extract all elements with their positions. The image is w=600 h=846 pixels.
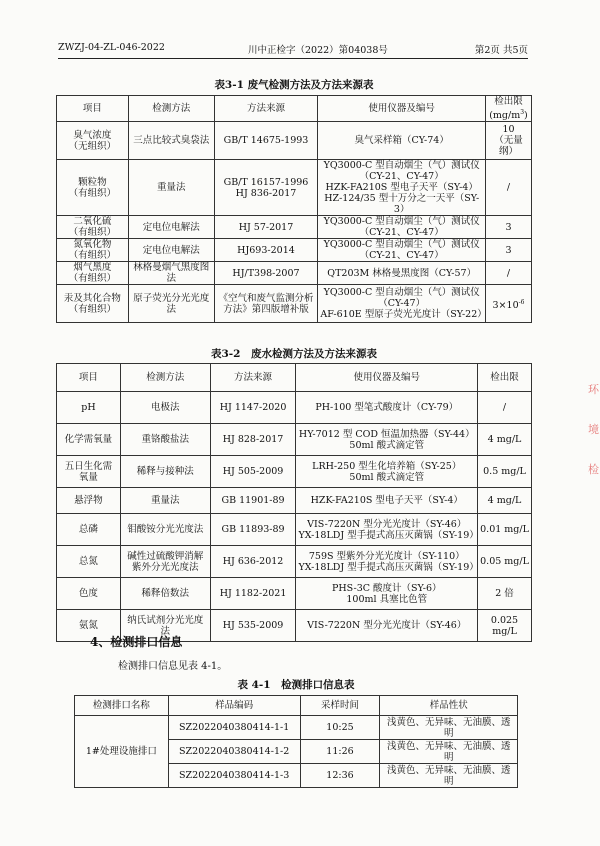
t1-method-cell: 林格曼烟气黑度图法 xyxy=(128,262,214,285)
t3-time-cell: 10:25 xyxy=(300,716,380,740)
table2-caption: 表3-2 废水检测方法及方法来源表 xyxy=(211,348,377,360)
section4-title: 4、检测排口信息 xyxy=(90,635,183,649)
table-row xyxy=(57,239,532,262)
page-header xyxy=(58,42,528,58)
t2-item-cell: 总氮 xyxy=(57,546,121,578)
table-row xyxy=(57,514,532,546)
t1-item-cell: 二氧化硫 （有组织） xyxy=(57,216,129,239)
t2-source-cell: HJ 505-2009 xyxy=(210,456,296,488)
t3-code-cell: SZ2022040380414-1-2 xyxy=(168,740,300,764)
t1-method-cell: 三点比较式臭袋法 xyxy=(128,122,214,160)
table-row xyxy=(57,122,532,160)
stamp-char: 检 xyxy=(588,463,599,476)
t2-limit-cell: 4 mg/L xyxy=(478,424,532,456)
t2-method-cell: 稀释倍数法 xyxy=(120,578,210,610)
t3-desc-cell: 浅黄色、无异味、无油膜、透明 xyxy=(380,740,518,764)
t2-limit-cell: 4 mg/L xyxy=(478,488,532,514)
t1-header-item: 项目 xyxy=(57,96,129,122)
t1-limit-cell: 10 （无量纲） xyxy=(485,122,531,160)
table-row xyxy=(57,392,532,424)
table-row xyxy=(57,456,532,488)
header-divider xyxy=(58,58,528,59)
t2-limit-cell: 0.01 mg/L xyxy=(478,514,532,546)
t1-source-cell: HJ 57-2017 xyxy=(214,216,318,239)
t2-limit-cell: 0.05 mg/L xyxy=(478,546,532,578)
t2-limit-cell: 2 倍 xyxy=(478,578,532,610)
t2-limit-cell: 0.025 mg/L xyxy=(478,610,532,642)
t3-time-cell: 12:36 xyxy=(300,764,380,788)
table-row xyxy=(57,546,532,578)
t3-time-cell: 11:26 xyxy=(300,740,380,764)
t1-method-cell: 原子荧光分光光度法 xyxy=(128,285,214,323)
t1-limit-cell xyxy=(485,285,531,323)
t1-header-method: 检测方法 xyxy=(128,96,214,122)
t1-instrument-cell: YQ3000-C 型自动烟尘（气）测试仪 （CY-47） AF-610E 型原子荧光光度计（SY-22） xyxy=(318,285,486,323)
t3-code-cell: SZ2022040380414-1-3 xyxy=(168,764,300,788)
t2-item-cell: 色度 xyxy=(57,578,121,610)
t1-limit-exponent: -6 xyxy=(518,298,525,306)
t1-limit-cell: / xyxy=(485,160,531,216)
t1-unit-sup: 3 xyxy=(520,109,525,116)
t1-header-limit xyxy=(485,96,531,122)
t2-method-cell: 重量法 xyxy=(120,488,210,514)
t1-instrument-cell: QT203M 林格曼黑度图（CY-57） xyxy=(318,262,486,285)
page-number: 第2页 共5页 xyxy=(474,45,528,56)
stamp-char: 境 xyxy=(588,423,599,436)
t2-source-cell: GB 11901-89 xyxy=(210,488,296,514)
t1-method-cell: 重量法 xyxy=(128,160,214,216)
t2-method-cell: 钼酸铵分光光度法 xyxy=(120,514,210,546)
outlet-info-table xyxy=(74,695,518,788)
t1-limit-cell: / xyxy=(485,262,531,285)
t2-header-method: 检测方法 xyxy=(120,364,210,392)
t3-header-desc: 样品性状 xyxy=(380,696,518,716)
t2-source-cell: HJ 1182-2021 xyxy=(210,578,296,610)
t1-item-cell: 汞及其化合物 （有组织） xyxy=(57,285,129,323)
t2-item-cell: 化学需氧量 xyxy=(57,424,121,456)
t3-header-time: 采样时间 xyxy=(300,696,380,716)
stamp-char: 环 xyxy=(588,383,599,396)
t2-instrument-cell: 759S 型紫外分光光度计（SY-110） YX-18LDJ 型手提式高压灭菌锅（SY-19） xyxy=(296,546,478,578)
t1-limit-base: 3×10 xyxy=(492,299,519,311)
t2-instrument-cell: PHS-3C 酸度计（SY-6） 100ml 具塞比色管 xyxy=(296,578,478,610)
t2-limit-cell: 0.5 mg/L xyxy=(478,456,532,488)
t2-method-cell: 稀释与接种法 xyxy=(120,456,210,488)
table-row xyxy=(57,216,532,239)
t2-instrument-cell: VIS-7220N 型分光光度计（SY-46） xyxy=(296,610,478,642)
t1-instrument-cell: YQ3000-C 型自动烟尘（气）测试仪 （CY-21、CY-47） xyxy=(318,216,486,239)
waste-water-method-table xyxy=(56,363,532,642)
t3-code-cell: SZ2022040380414-1-1 xyxy=(168,716,300,740)
t2-method-cell: 纳氏试剂分光光度法 xyxy=(120,610,210,642)
t1-instrument-cell: YQ3000-C 型自动烟尘（气）测试仪 （CY-21、CY-47） xyxy=(318,239,486,262)
t2-method-cell: 电极法 xyxy=(120,392,210,424)
t2-instrument-cell: VIS-7220N 型分光光度计（SY-46） YX-18LDJ 型手提式高压灭菌锅（SY-19） xyxy=(296,514,478,546)
t2-method-cell: 碱性过硫酸钾消解紫外分光光度法 xyxy=(120,546,210,578)
t2-item-cell: 总磷 xyxy=(57,514,121,546)
t2-limit-cell: / xyxy=(478,392,532,424)
doc-code: ZWZJ-04-ZL-046-2022 xyxy=(58,42,165,53)
section4-intro: 检测排口信息见表 4-1。 xyxy=(118,661,228,672)
t2-item-cell: 五日生化需 氧量 xyxy=(57,456,121,488)
t1-header-source: 方法来源 xyxy=(214,96,318,122)
t3-outlet-cell: 1#处理设施排口 xyxy=(75,716,169,788)
table-row xyxy=(57,160,532,216)
t3-desc-cell: 浅黄色、无异味、无油膜、透明 xyxy=(380,764,518,788)
t2-item-cell: 悬浮物 xyxy=(57,488,121,514)
t1-item-cell: 烟气黑度 （有组织） xyxy=(57,262,129,285)
t1-source-cell: GB/T 16157-1996 HJ 836-2017 xyxy=(214,160,318,216)
t2-header-source: 方法来源 xyxy=(210,364,296,392)
table-row xyxy=(57,578,532,610)
t2-instrument-cell: LRH-250 型生化培养箱（SY-25） 50ml 酸式滴定管 xyxy=(296,456,478,488)
t1-limit-cell: 3 xyxy=(485,239,531,262)
t2-item-cell: pH xyxy=(57,392,121,424)
red-seal-stamp xyxy=(588,370,600,490)
t1-item-cell: 臭气浓度 （无组织） xyxy=(57,122,129,160)
t2-instrument-cell: HY-7012 型 COD 恒温加热器（SY-44） 50ml 酸式滴定管 xyxy=(296,424,478,456)
t2-header-limit: 检出限 xyxy=(478,364,532,392)
t2-source-cell: HJ 828-2017 xyxy=(210,424,296,456)
t2-header-item: 项目 xyxy=(57,364,121,392)
t3-header-code: 样品编码 xyxy=(168,696,300,716)
t1-unit-suffix: ) xyxy=(524,110,528,122)
t1-source-cell: HJ693-2014 xyxy=(214,239,318,262)
t2-source-cell: HJ 636-2012 xyxy=(210,546,296,578)
t1-instrument-cell: 臭气采样箱（CY-74） xyxy=(318,122,486,160)
t2-header-instrument: 使用仪器及编号 xyxy=(296,364,478,392)
t2-item-cell: 氨氮 xyxy=(57,610,121,642)
t1-header-limit-label: 检出限 xyxy=(494,96,523,107)
t1-method-cell: 定电位电解法 xyxy=(128,216,214,239)
t1-instrument-cell: YQ3000-C 型自动烟尘（气）测试仪 （CY-21、CY-47） HZK-FA210S 型电子天平（SY-4） HZ-124/35 型十万分之一天平（SY-3） xyxy=(318,160,486,216)
table-row xyxy=(75,716,518,740)
t2-instrument-cell: HZK-FA210S 型电子天平（SY-4） xyxy=(296,488,478,514)
table-row xyxy=(57,488,532,514)
t2-method-cell: 重铬酸盐法 xyxy=(120,424,210,456)
waste-gas-method-table xyxy=(56,95,532,323)
t3-desc-cell: 浅黄色、无异味、无油膜、透明 xyxy=(380,716,518,740)
report-number: 川中正检字（2022）第04038号 xyxy=(248,45,388,56)
t1-item-cell: 氮氧化物 （有组织） xyxy=(57,239,129,262)
t1-unit-prefix: (mg/m xyxy=(489,110,521,122)
t2-instrument-cell: PH-100 型笔式酸度计（CY-79） xyxy=(296,392,478,424)
t2-source-cell: HJ 1147-2020 xyxy=(210,392,296,424)
table1-caption: 表3-1 废气检测方法及方法来源表 xyxy=(214,79,374,91)
t2-source-cell: HJ 535-2009 xyxy=(210,610,296,642)
t2-source-cell: GB 11893-89 xyxy=(210,514,296,546)
t1-source-cell: 《空气和废气监测分析方法》第四版增补版 xyxy=(214,285,318,323)
t1-source-cell: HJ/T398-2007 xyxy=(214,262,318,285)
t1-source-cell: GB/T 14675-1993 xyxy=(214,122,318,160)
t3-header-outlet: 检测排口名称 xyxy=(75,696,169,716)
t1-header-instrument: 使用仪器及编号 xyxy=(318,96,486,122)
table-row xyxy=(57,285,532,323)
table-row xyxy=(57,262,532,285)
t1-item-cell: 颗粒物 （有组织） xyxy=(57,160,129,216)
t1-limit-cell: 3 xyxy=(485,216,531,239)
table-row xyxy=(57,424,532,456)
table3-caption: 表 4-1 检测排口信息表 xyxy=(237,679,355,691)
t1-method-cell: 定电位电解法 xyxy=(128,239,214,262)
